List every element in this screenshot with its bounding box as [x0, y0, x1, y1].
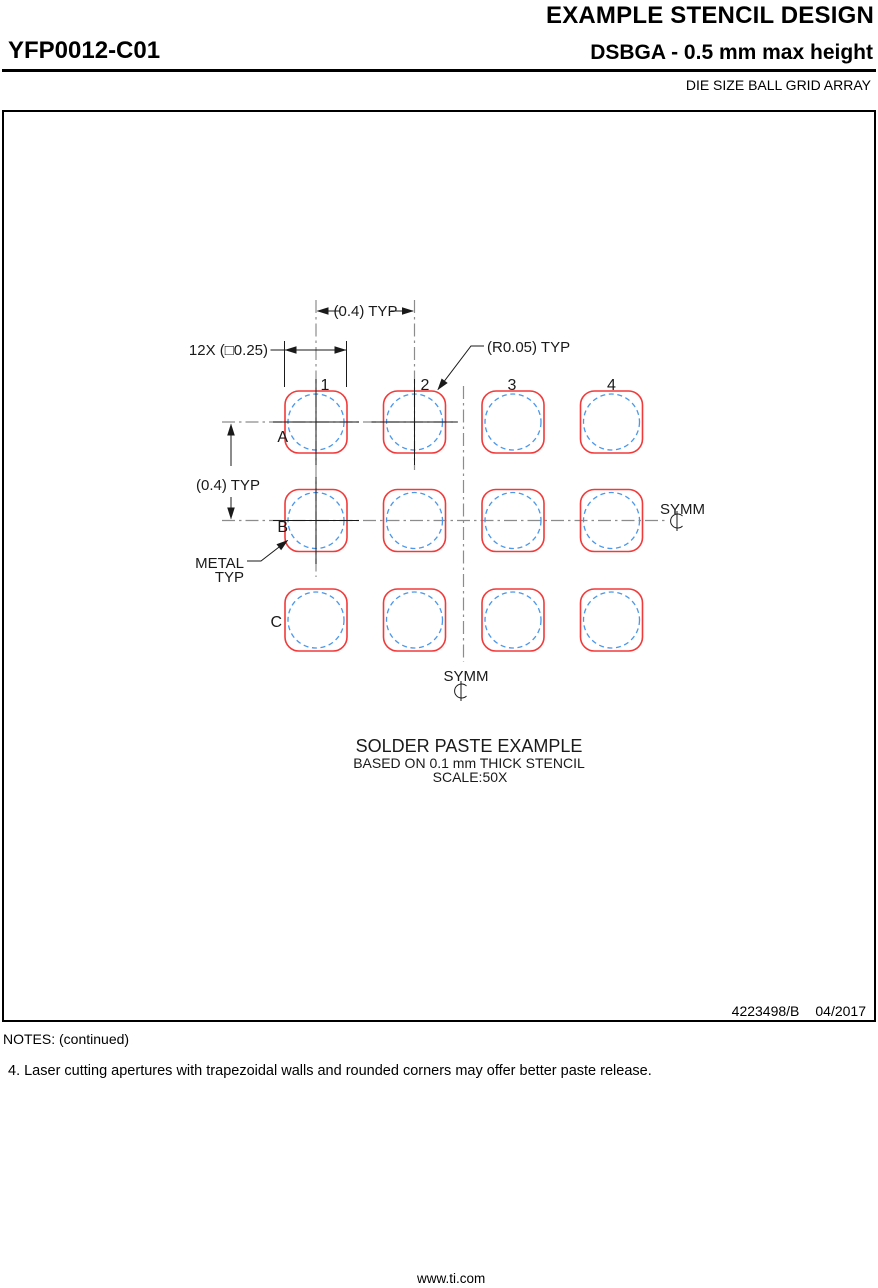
website-link: www.ti.com — [417, 1271, 486, 1286]
metal-leader — [247, 541, 288, 562]
centerlines — [222, 300, 667, 662]
column-label-2: 2 — [420, 377, 430, 394]
page-title: EXAMPLE STENCIL DESIGN — [545, 2, 874, 29]
notes-heading: NOTES: (continued) — [3, 1031, 130, 1047]
document-number — [732, 1003, 866, 1019]
corner-radius-leader — [438, 346, 484, 390]
paste-circle — [584, 592, 640, 648]
note-item-4: 4. Laser cutting apertures with trapezoidal walls and rounded corners may offer better paste release. — [8, 1063, 652, 1079]
row-label-A: A — [277, 429, 288, 446]
aperture-label: 12X (□0.25) — [188, 342, 268, 359]
caption-line2: BASED ON 0.1 mm THICK STENCIL — [353, 755, 585, 771]
paste-circle — [584, 394, 640, 450]
column-label-1: 1 — [320, 377, 330, 394]
metal-label-line1: METAL — [195, 555, 244, 572]
paste-circle — [387, 592, 443, 648]
pitch-vertical-label: (0.4) TYP — [196, 477, 260, 494]
package-subtitle: DSBGA - 0.5 mm max height — [590, 41, 873, 64]
metal-label-line2: TYP — [214, 569, 244, 586]
package-type: DIE SIZE BALL GRID ARRAY — [685, 77, 871, 93]
part-number: YFP0012-C01 — [8, 37, 161, 64]
symm-bottom-label: SYMM — [443, 668, 489, 685]
paste-circle — [485, 394, 541, 450]
doc-number-text: 4223498/B — [731, 1003, 800, 1019]
pad-aperture — [384, 589, 446, 651]
doc-date-text: 04/2017 — [815, 1003, 866, 1019]
pitch-horizontal-label: (0.4) TYP — [333, 303, 398, 320]
pad-aperture — [482, 391, 544, 453]
column-label-3: 3 — [507, 377, 517, 394]
paste-circle — [485, 592, 541, 648]
pad-aperture — [581, 391, 643, 453]
pad-crosshairs — [273, 379, 458, 564]
pad-aperture — [285, 589, 347, 651]
corner-radius-label: (R0.05) TYP — [487, 339, 571, 356]
column-label-4: 4 — [607, 377, 616, 394]
dimension-aperture — [271, 341, 347, 387]
caption-line3: SCALE:50X — [432, 769, 508, 785]
pad-aperture — [482, 589, 544, 651]
pad-aperture — [581, 589, 643, 651]
paste-circle — [288, 592, 344, 648]
caption-title: SOLDER PASTE EXAMPLE — [355, 736, 583, 756]
symm-right-label: SYMM — [660, 501, 705, 518]
row-label-C: C — [270, 614, 282, 631]
row-label-B: B — [277, 519, 288, 536]
